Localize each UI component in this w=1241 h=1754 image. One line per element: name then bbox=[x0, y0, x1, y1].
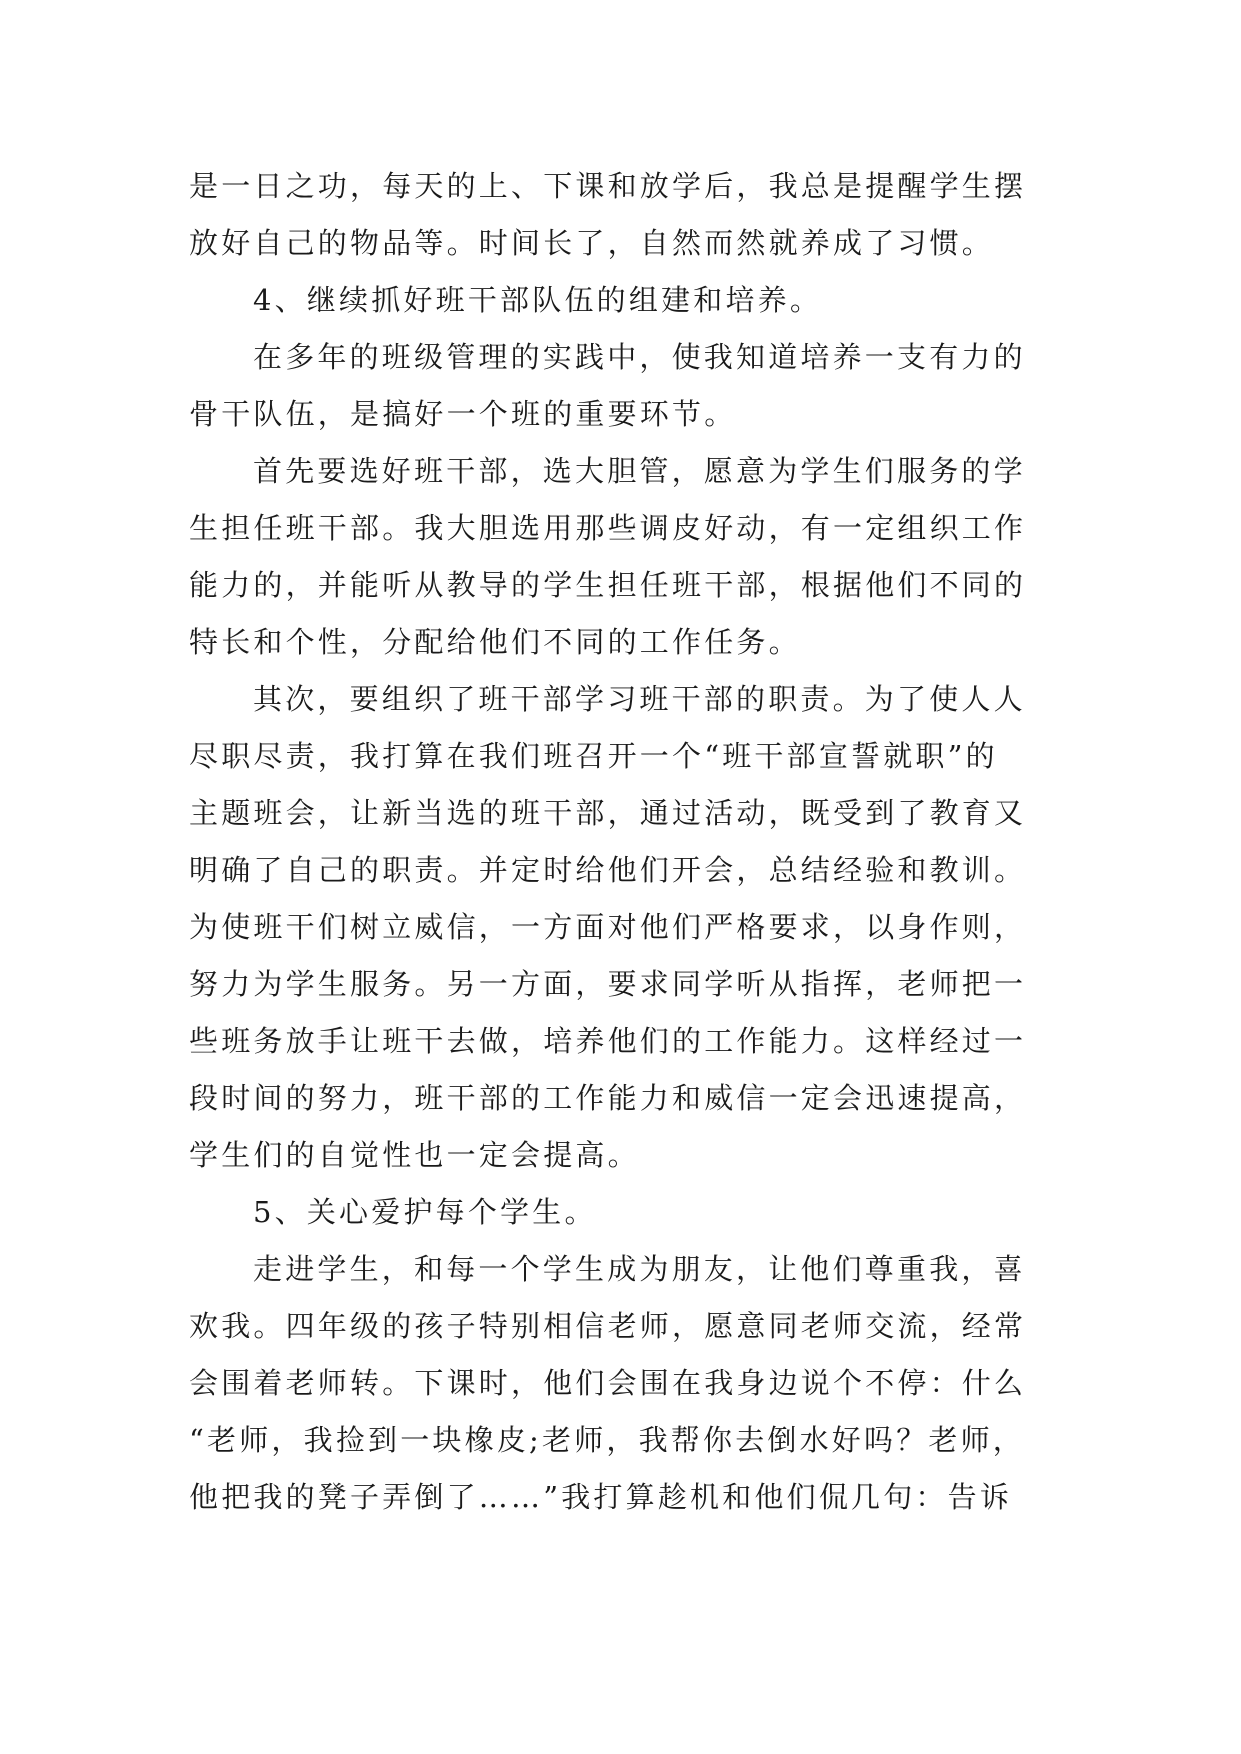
text-line: 努力为学生服务。另一方面，要求同学听从指挥，老师把一 bbox=[189, 967, 1027, 1001]
text-line: “老师，我捡到一块橡皮;老师，我帮你去倒水好吗？老师， bbox=[189, 1423, 1025, 1457]
text-line: 4、继续抓好班干部队伍的组建和培养。 bbox=[253, 283, 823, 317]
text-line: 主题班会，让新当选的班干部，通过活动，既受到了教育又 bbox=[189, 796, 1027, 830]
text-line: 特长和个性，分配给他们不同的工作任务。 bbox=[189, 625, 801, 659]
text-line: 会围着老师转。下课时，他们会围在我身边说个不停：什么 bbox=[189, 1366, 1027, 1400]
text-line: 段时间的努力，班干部的工作能力和威信一定会迅速提高， bbox=[189, 1081, 1027, 1115]
text-line: 为使班干们树立威信，一方面对他们严格要求，以身作则， bbox=[189, 910, 1027, 944]
text-line: 首先要选好班干部，选大胆管，愿意为学生们服务的学 bbox=[253, 454, 1026, 488]
text-line: 骨干队伍，是搞好一个班的重要环节。 bbox=[189, 397, 737, 431]
text-line: 在多年的班级管理的实践中，使我知道培养一支有力的 bbox=[253, 340, 1026, 374]
text-line: 明确了自己的职责。并定时给他们开会，总结经验和教训。 bbox=[189, 853, 1027, 887]
text-line: 能力的，并能听从教导的学生担任班干部，根据他们不同的 bbox=[189, 568, 1027, 602]
text-line: 他把我的凳子弄倒了……”我打算趁机和他们侃几句：告诉 bbox=[189, 1480, 1013, 1514]
text-line: 生担任班干部。我大胆选用那些调皮好动，有一定组织工作 bbox=[189, 511, 1027, 545]
text-line: 是一日之功，每天的上、下课和放学后，我总是提醒学生摆 bbox=[189, 169, 1027, 203]
document-body bbox=[189, 158, 1069, 1526]
text-line: 尽职尽责，我打算在我们班召开一个“班干部宣誓就职”的 bbox=[189, 739, 998, 773]
text-line: 5、关心爱护每个学生。 bbox=[253, 1195, 597, 1229]
text-line: 学生们的自觉性也一定会提高。 bbox=[189, 1138, 640, 1172]
text-line: 放好自己的物品等。时间长了，自然而然就养成了习惯。 bbox=[189, 226, 995, 260]
text-line: 欢我。四年级的孩子特别相信老师，愿意同老师交流，经常 bbox=[189, 1309, 1027, 1343]
text-line: 走进学生，和每一个学生成为朋友，让他们尊重我，喜 bbox=[253, 1252, 1026, 1286]
text-line: 其次，要组织了班干部学习班干部的职责。为了使人人 bbox=[253, 682, 1026, 716]
text-line: 些班务放手让班干去做，培养他们的工作能力。这样经过一 bbox=[189, 1024, 1027, 1058]
